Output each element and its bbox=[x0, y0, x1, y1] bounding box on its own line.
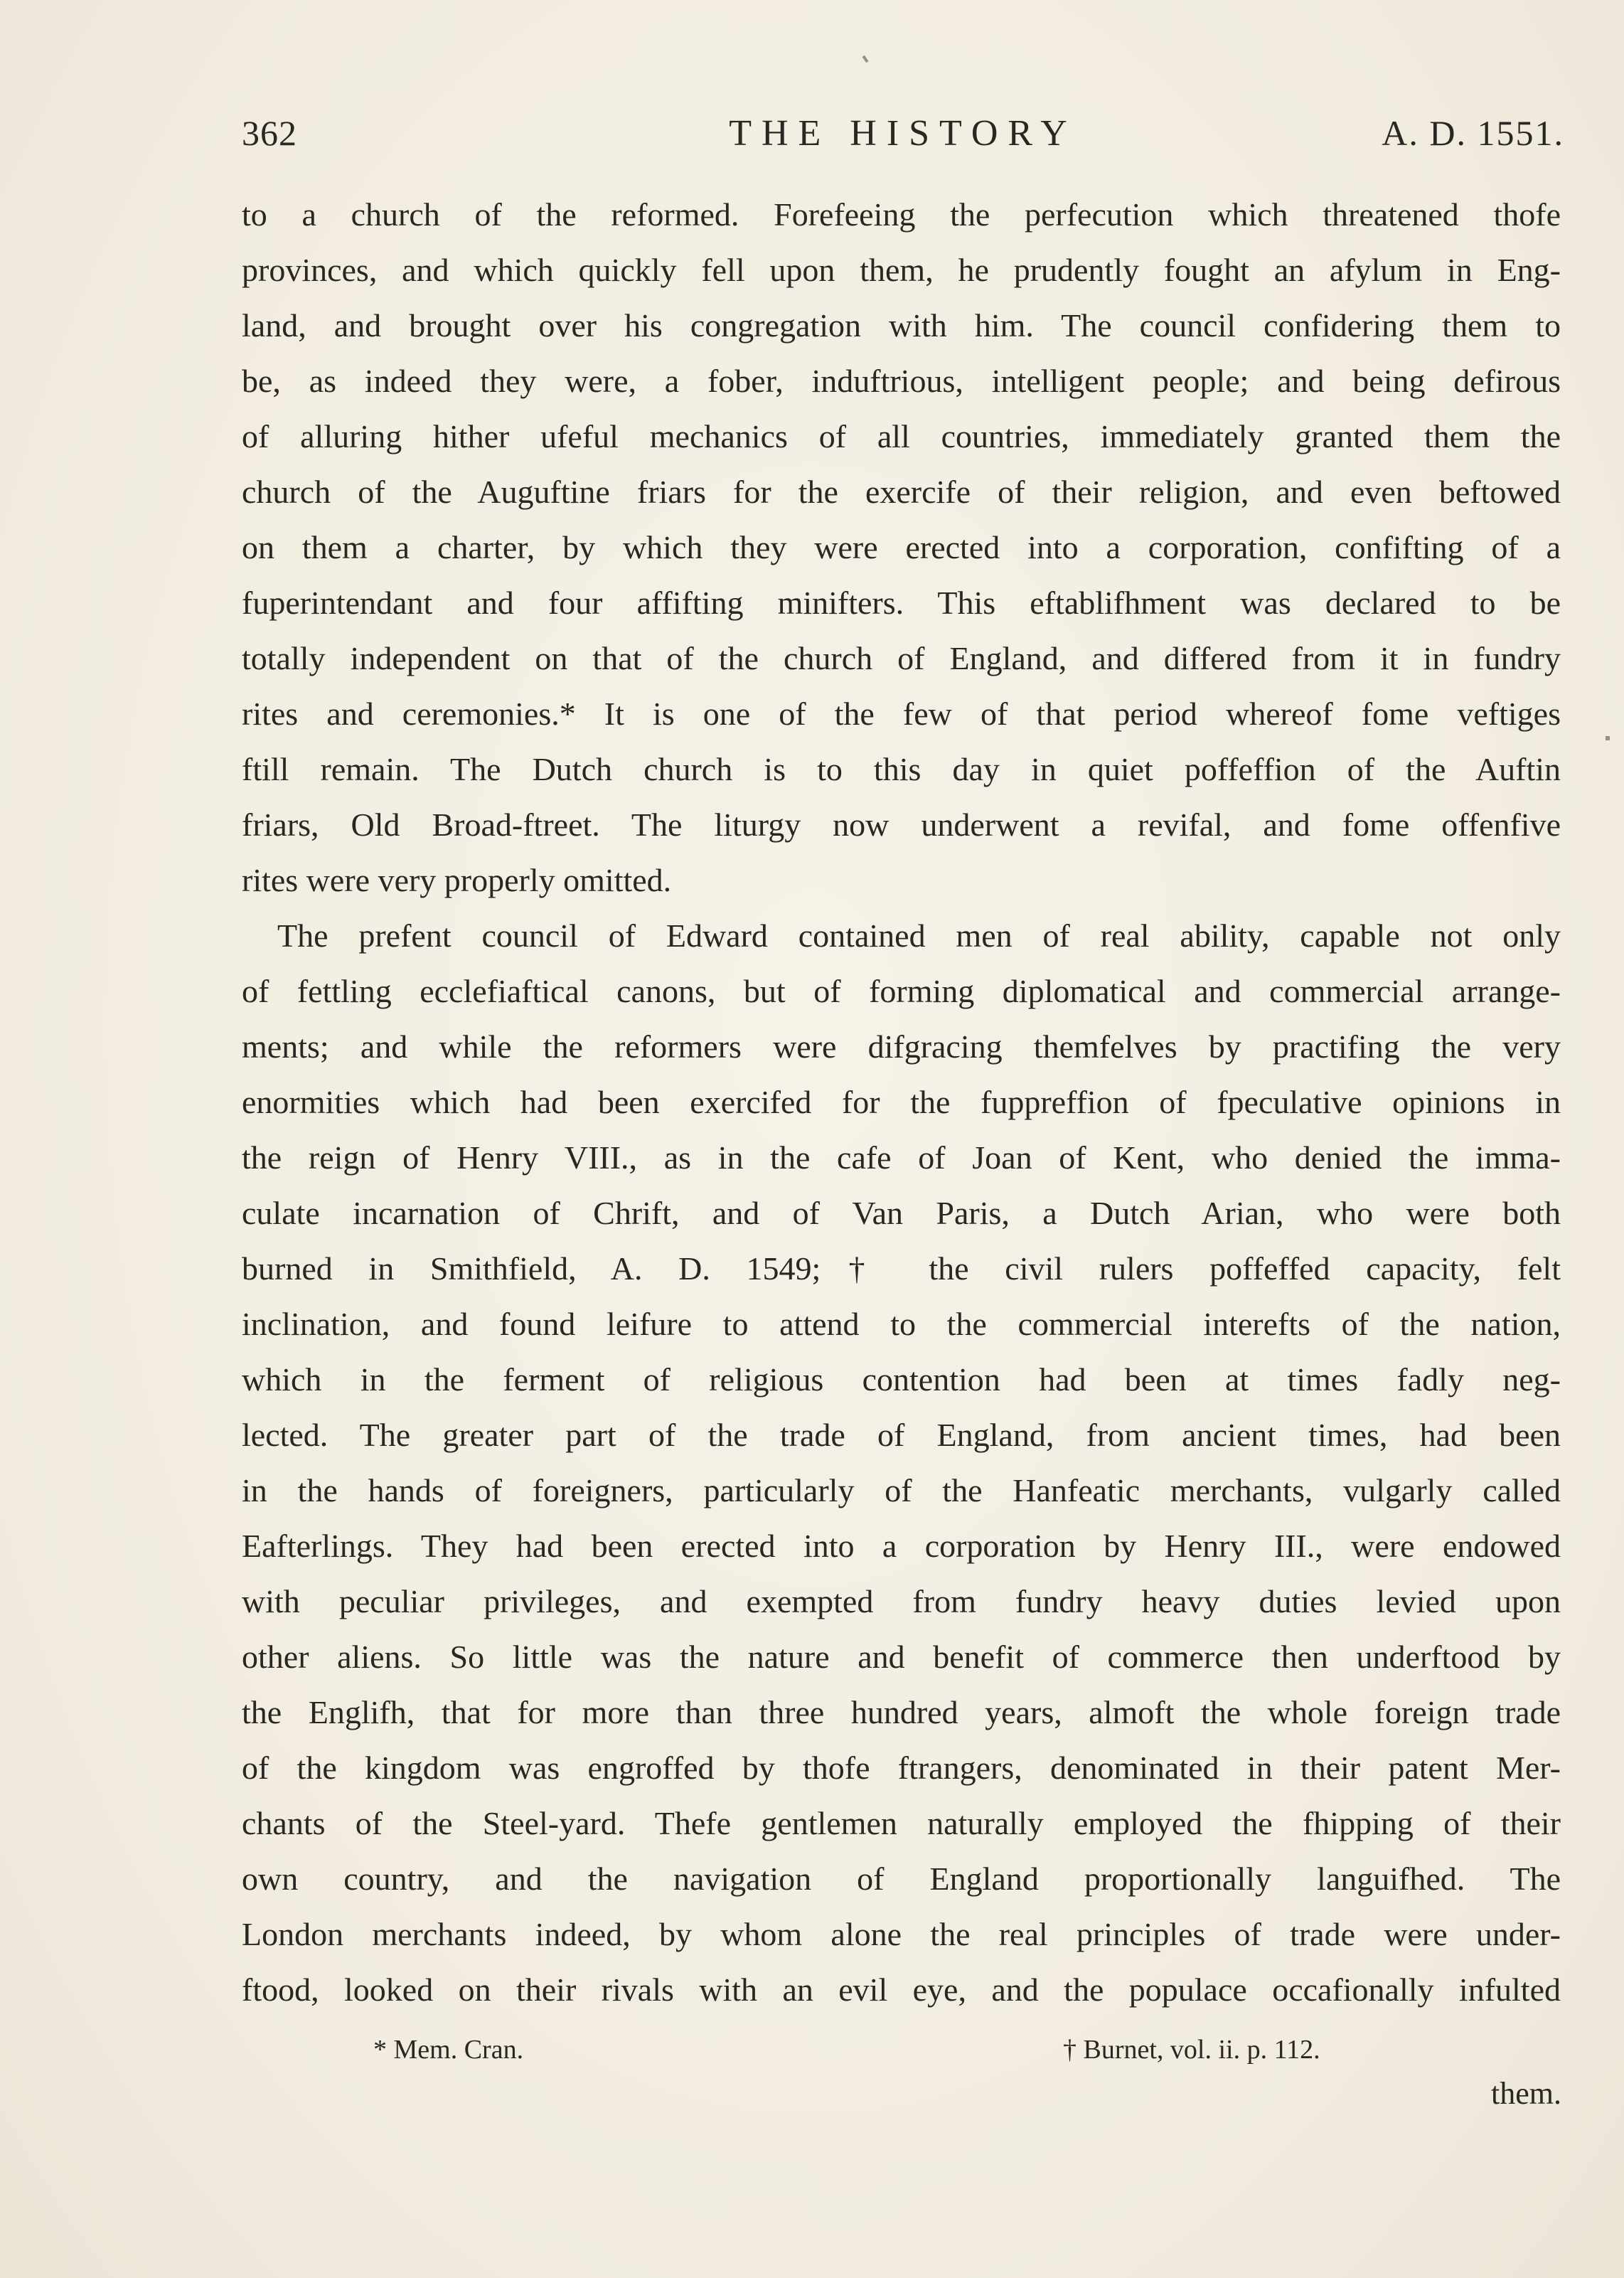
text-line: ments; and while the reformers were difgracing themfelves by practifing the very bbox=[242, 1028, 1561, 1065]
text-line: on them a charter, by which they were erected into a corporation, confifting of a bbox=[242, 529, 1561, 565]
body-text bbox=[242, 187, 1561, 2018]
text-line: ftood, looked on their rivals with an evil eye, and the populace occafionally infulted bbox=[242, 1971, 1561, 2008]
text-line: inclination, and found leifure to attend to the commercial interefts of the nation, bbox=[242, 1306, 1561, 1342]
text-line: of alluring hither ufeful mechanics of all countries, immediately granted them the bbox=[242, 418, 1561, 454]
text-line: with peculiar privileges, and exempted from fundry heavy duties levied upon bbox=[242, 1583, 1561, 1619]
text-line: in the hands of foreigners, particularly of the Hanfeatic merchants, vulgarly called bbox=[242, 1472, 1561, 1508]
page-number: 362 bbox=[242, 113, 297, 153]
text-line: lected. The greater part of the trade of England, from ancient times, had been bbox=[242, 1417, 1561, 1453]
text-line: of fettling ecclefiaftical canons, but of forming diplomatical and commercial arrange- bbox=[242, 973, 1561, 1009]
paper-speck bbox=[1606, 736, 1610, 740]
text-line: burned in Smithfield, A. D. 1549;† the civil rulers poffeffed capacity, felt bbox=[242, 1250, 1561, 1287]
text-line: the Englifh, that for more than three hundred years, almoft the whole foreign trade bbox=[242, 1694, 1561, 1730]
running-head bbox=[242, 112, 1564, 162]
footnotes bbox=[242, 2034, 1561, 2077]
text-line: to a church of the reformed. Forefeeing the perfecution which threatened thofe bbox=[242, 196, 1561, 233]
text-line: culate incarnation of Chrift, and of Van Paris, a Dutch Arian, who were both bbox=[242, 1195, 1561, 1231]
text-line: own country, and the navigation of England proportionally languifhed. The bbox=[242, 1861, 1561, 1897]
text-line: which in the ferment of religious contention had been at times fadly neg- bbox=[242, 1361, 1561, 1398]
text-line: land, and brought over his congregation with him. The council confidering them to bbox=[242, 307, 1561, 344]
text-line: fuperintendant and four affifting minifters. This eftablifhment was declared to be bbox=[242, 585, 1561, 621]
text-line: rites and ceremonies.* It is one of the few of that period whereof fome veftiges bbox=[242, 696, 1561, 732]
text-line: provinces, and which quickly fell upon them, he prudently fought an afylum in Eng- bbox=[242, 252, 1561, 288]
text-line: church of the Auguftine friars for the exercife of their religion, and even beftowed bbox=[242, 474, 1561, 510]
footnote-burnet: † Burnet, vol. ii. p. 112. bbox=[1063, 2035, 1320, 2065]
text-line: rites were very properly omitted. bbox=[242, 862, 672, 898]
text-line: be, as indeed they were, a fober, induftrious, intelligent people; and being defirous bbox=[242, 363, 1561, 399]
paragraph-start-line: The prefent council of Edward contained men of real ability, capable not only bbox=[277, 917, 1561, 954]
text-line: ftill remain. The Dutch church is to this day in quiet poffeffion of the Auftin bbox=[242, 751, 1561, 787]
text-line: friars, Old Broad-ftreet. The liturgy now underwent a revifal, and fome offenfive bbox=[242, 807, 1561, 843]
text-line: of the kingdom was engroffed by thofe ftrangers, denominated in their patent Mer- bbox=[242, 1750, 1561, 1786]
text-line: enormities which had been exercifed for the fuppreffion of fpeculative opinions in bbox=[242, 1084, 1561, 1120]
running-title: THE HISTORY bbox=[729, 113, 1077, 154]
text-line: the reign of Henry VIII., as in the cafe of Joan of Kent, who denied the imma- bbox=[242, 1139, 1561, 1176]
text-line: totally independent on that of the church of England, and differed from it in fundry bbox=[242, 640, 1561, 676]
text-line: chants of the Steel-yard. Thefe gentlemen naturally employed the fhipping of their bbox=[242, 1805, 1561, 1841]
text-line: other aliens. So little was the nature and benefit of commerce then underftood by bbox=[242, 1639, 1561, 1675]
running-date: A. D. 1551. bbox=[1382, 113, 1564, 153]
text-line: Eafterlings. They had been erected into a corporation by Henry III., were endowed bbox=[242, 1528, 1561, 1564]
footnote-mem-cran: * Mem. Cran. bbox=[373, 2035, 524, 2065]
catchword: them. bbox=[1491, 2076, 1561, 2111]
text-line: London merchants indeed, by whom alone the real principles of trade were under- bbox=[242, 1916, 1561, 1952]
paper-speck bbox=[862, 55, 868, 63]
